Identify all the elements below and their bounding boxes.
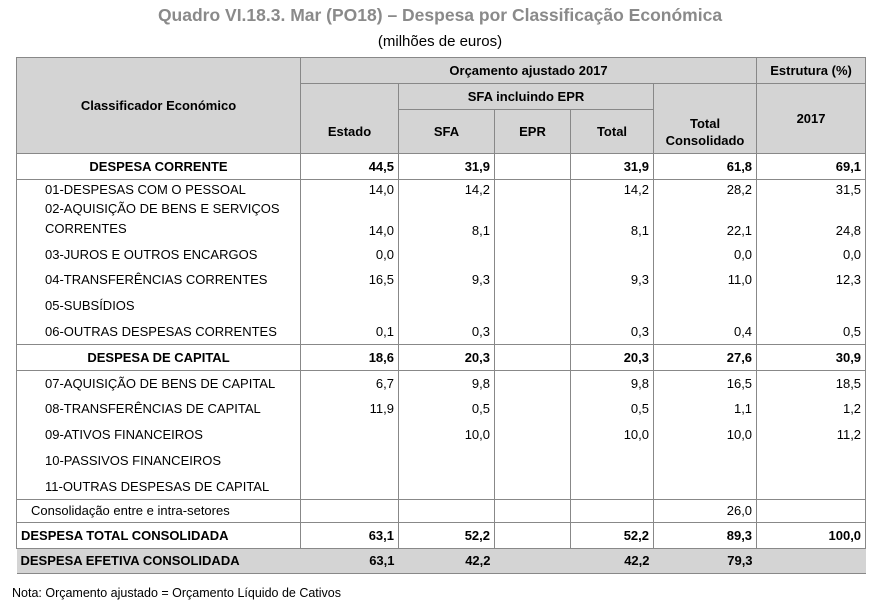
cell-est (757, 499, 866, 522)
cell-est: 100,0 (757, 522, 866, 548)
cell-estado (301, 473, 399, 499)
cell-epr (495, 548, 571, 574)
cell-estado: 14,0 (301, 179, 399, 199)
cell-sfa: 10,0 (399, 422, 495, 448)
row-label: 10-PASSIVOS FINANCEIROS (17, 448, 301, 474)
cell-total (571, 293, 654, 319)
cell-sfa: 20,3 (399, 344, 495, 370)
cell-estado: 0,0 (301, 241, 399, 267)
cell-sfa: 42,2 (399, 548, 495, 574)
cell-estado (301, 422, 399, 448)
cell-est: 18,5 (757, 370, 866, 396)
cell-estado: 14,0 (301, 199, 399, 241)
cell-sfa (399, 499, 495, 522)
table-row (17, 241, 866, 267)
header-estado: Estado (301, 84, 399, 154)
cell-sfa: 52,2 (399, 522, 495, 548)
cell-epr (495, 448, 571, 474)
table-row (17, 154, 866, 180)
cell-est: 24,8 (757, 199, 866, 241)
table-row (17, 448, 866, 474)
table-row (17, 548, 866, 574)
cell-epr (495, 522, 571, 548)
header-total-consolidado: Total Consolidado (654, 84, 757, 154)
header-classificador: Classificador Económico (17, 58, 301, 154)
row-label: 07-AQUISIÇÃO DE BENS DE CAPITAL (17, 370, 301, 396)
cell-estado: 63,1 (301, 522, 399, 548)
units-subtitle: (milhões de euros) (377, 33, 503, 50)
cell-total: 52,2 (571, 522, 654, 548)
cell-est: 69,1 (757, 154, 866, 180)
cell-total: 42,2 (571, 548, 654, 574)
row-label: DESPESA CORRENTE (17, 154, 301, 180)
cell-est (757, 473, 866, 499)
table-body (17, 154, 866, 574)
cell-sfa: 31,9 (399, 154, 495, 180)
cell-sfa: 14,2 (399, 179, 495, 199)
cell-total: 10,0 (571, 422, 654, 448)
cell-est (757, 448, 866, 474)
cell-total (571, 473, 654, 499)
cell-total: 0,5 (571, 396, 654, 422)
cell-est: 11,2 (757, 422, 866, 448)
cell-sfa (399, 241, 495, 267)
cell-sfa (399, 448, 495, 474)
cell-estado: 11,9 (301, 396, 399, 422)
cell-tc (654, 473, 757, 499)
header-sfa-epr: SFA incluindo EPR (399, 84, 654, 110)
cell-total (571, 241, 654, 267)
cell-tc: 26,0 (654, 499, 757, 522)
header-year: 2017 (757, 84, 866, 154)
cell-epr (495, 499, 571, 522)
table-row (17, 370, 866, 396)
header-orcamento: Orçamento ajustado 2017 (301, 58, 757, 84)
cell-est: 1,2 (757, 396, 866, 422)
cell-epr (495, 293, 571, 319)
table-row (17, 179, 866, 199)
cell-tc (654, 448, 757, 474)
row-label: 05-SUBSÍDIOS (17, 293, 301, 319)
cell-total (571, 499, 654, 522)
cell-sfa: 0,5 (399, 396, 495, 422)
cell-tc: 1,1 (654, 396, 757, 422)
cell-estado: 63,1 (301, 548, 399, 574)
cell-epr (495, 473, 571, 499)
cell-sfa: 9,3 (399, 267, 495, 293)
cell-epr (495, 319, 571, 345)
cell-est (757, 293, 866, 319)
cell-tc: 11,0 (654, 267, 757, 293)
cell-tc: 10,0 (654, 422, 757, 448)
cell-tc: 16,5 (654, 370, 757, 396)
table-row (17, 396, 866, 422)
row-label: 11-OUTRAS DESPESAS DE CAPITAL (17, 473, 301, 499)
cell-total: 9,8 (571, 370, 654, 396)
row-label-line2: CORRENTES (45, 221, 127, 237)
row-label-line1: 02-AQUISIÇÃO DE BENS E SERVIÇOS (45, 201, 280, 217)
cell-sfa: 0,3 (399, 319, 495, 345)
cell-tc: 61,8 (654, 154, 757, 180)
cell-est (757, 548, 866, 574)
row-label: DESPESA EFETIVA CONSOLIDADA (17, 548, 301, 574)
table-row (17, 199, 866, 241)
cell-tc: 89,3 (654, 522, 757, 548)
cell-total: 8,1 (571, 199, 654, 241)
page-title: Quadro VI.18.3. Mar (PO18) – Despesa por Classificação Económica (157, 5, 723, 25)
table-row (17, 499, 866, 522)
table-row (17, 267, 866, 293)
cell-est: 30,9 (757, 344, 866, 370)
row-label (17, 199, 301, 241)
cell-estado: 18,6 (301, 344, 399, 370)
cell-tc: 28,2 (654, 179, 757, 199)
table-row (17, 422, 866, 448)
cell-estado: 44,5 (301, 154, 399, 180)
expense-table (16, 57, 866, 574)
cell-epr (495, 422, 571, 448)
cell-epr (495, 179, 571, 199)
cell-est: 31,5 (757, 179, 866, 199)
cell-tc: 27,6 (654, 344, 757, 370)
cell-tc: 79,3 (654, 548, 757, 574)
cell-total: 14,2 (571, 179, 654, 199)
cell-total (571, 448, 654, 474)
table-row (17, 473, 866, 499)
cell-epr (495, 396, 571, 422)
cell-epr (495, 267, 571, 293)
cell-epr (495, 344, 571, 370)
cell-tc: 0,4 (654, 319, 757, 345)
cell-estado (301, 499, 399, 522)
header-epr: EPR (495, 110, 571, 154)
table-row (17, 293, 866, 319)
cell-total: 0,3 (571, 319, 654, 345)
row-label: DESPESA TOTAL CONSOLIDADA (17, 522, 301, 548)
cell-epr (495, 370, 571, 396)
row-label: DESPESA DE CAPITAL (17, 344, 301, 370)
cell-estado: 16,5 (301, 267, 399, 293)
cell-tc: 0,0 (654, 241, 757, 267)
cell-estado: 6,7 (301, 370, 399, 396)
cell-estado (301, 293, 399, 319)
table-row (17, 319, 866, 345)
cell-epr (495, 154, 571, 180)
cell-estado (301, 448, 399, 474)
cell-tc: 22,1 (654, 199, 757, 241)
cell-total: 20,3 (571, 344, 654, 370)
header-estrutura: Estrutura (%) (757, 58, 866, 84)
table-row (17, 344, 866, 370)
row-label: 06-OUTRAS DESPESAS CORRENTES (17, 319, 301, 345)
cell-sfa: 8,1 (399, 199, 495, 241)
row-label: 04-TRANSFERÊNCIAS CORRENTES (17, 267, 301, 293)
header-sfa: SFA (399, 110, 495, 154)
cell-total: 9,3 (571, 267, 654, 293)
table-row (17, 522, 866, 548)
row-label: 09-ATIVOS FINANCEIROS (17, 422, 301, 448)
row-label: 01-DESPESAS COM O PESSOAL (17, 179, 301, 199)
row-label: 08-TRANSFERÊNCIAS DE CAPITAL (17, 396, 301, 422)
row-label: 03-JUROS E OUTROS ENCARGOS (17, 241, 301, 267)
cell-est: 0,0 (757, 241, 866, 267)
cell-sfa (399, 293, 495, 319)
cell-epr (495, 241, 571, 267)
cell-est: 0,5 (757, 319, 866, 345)
row-label: Consolidação entre e intra-setores (17, 499, 301, 522)
cell-tc (654, 293, 757, 319)
cell-estado: 0,1 (301, 319, 399, 345)
cell-sfa (399, 473, 495, 499)
footnote: Nota: Orçamento ajustado = Orçamento Líquido de Cativos (12, 586, 341, 600)
cell-est: 12,3 (757, 267, 866, 293)
cell-epr (495, 199, 571, 241)
cell-total: 31,9 (571, 154, 654, 180)
header-total: Total (571, 110, 654, 154)
cell-sfa: 9,8 (399, 370, 495, 396)
